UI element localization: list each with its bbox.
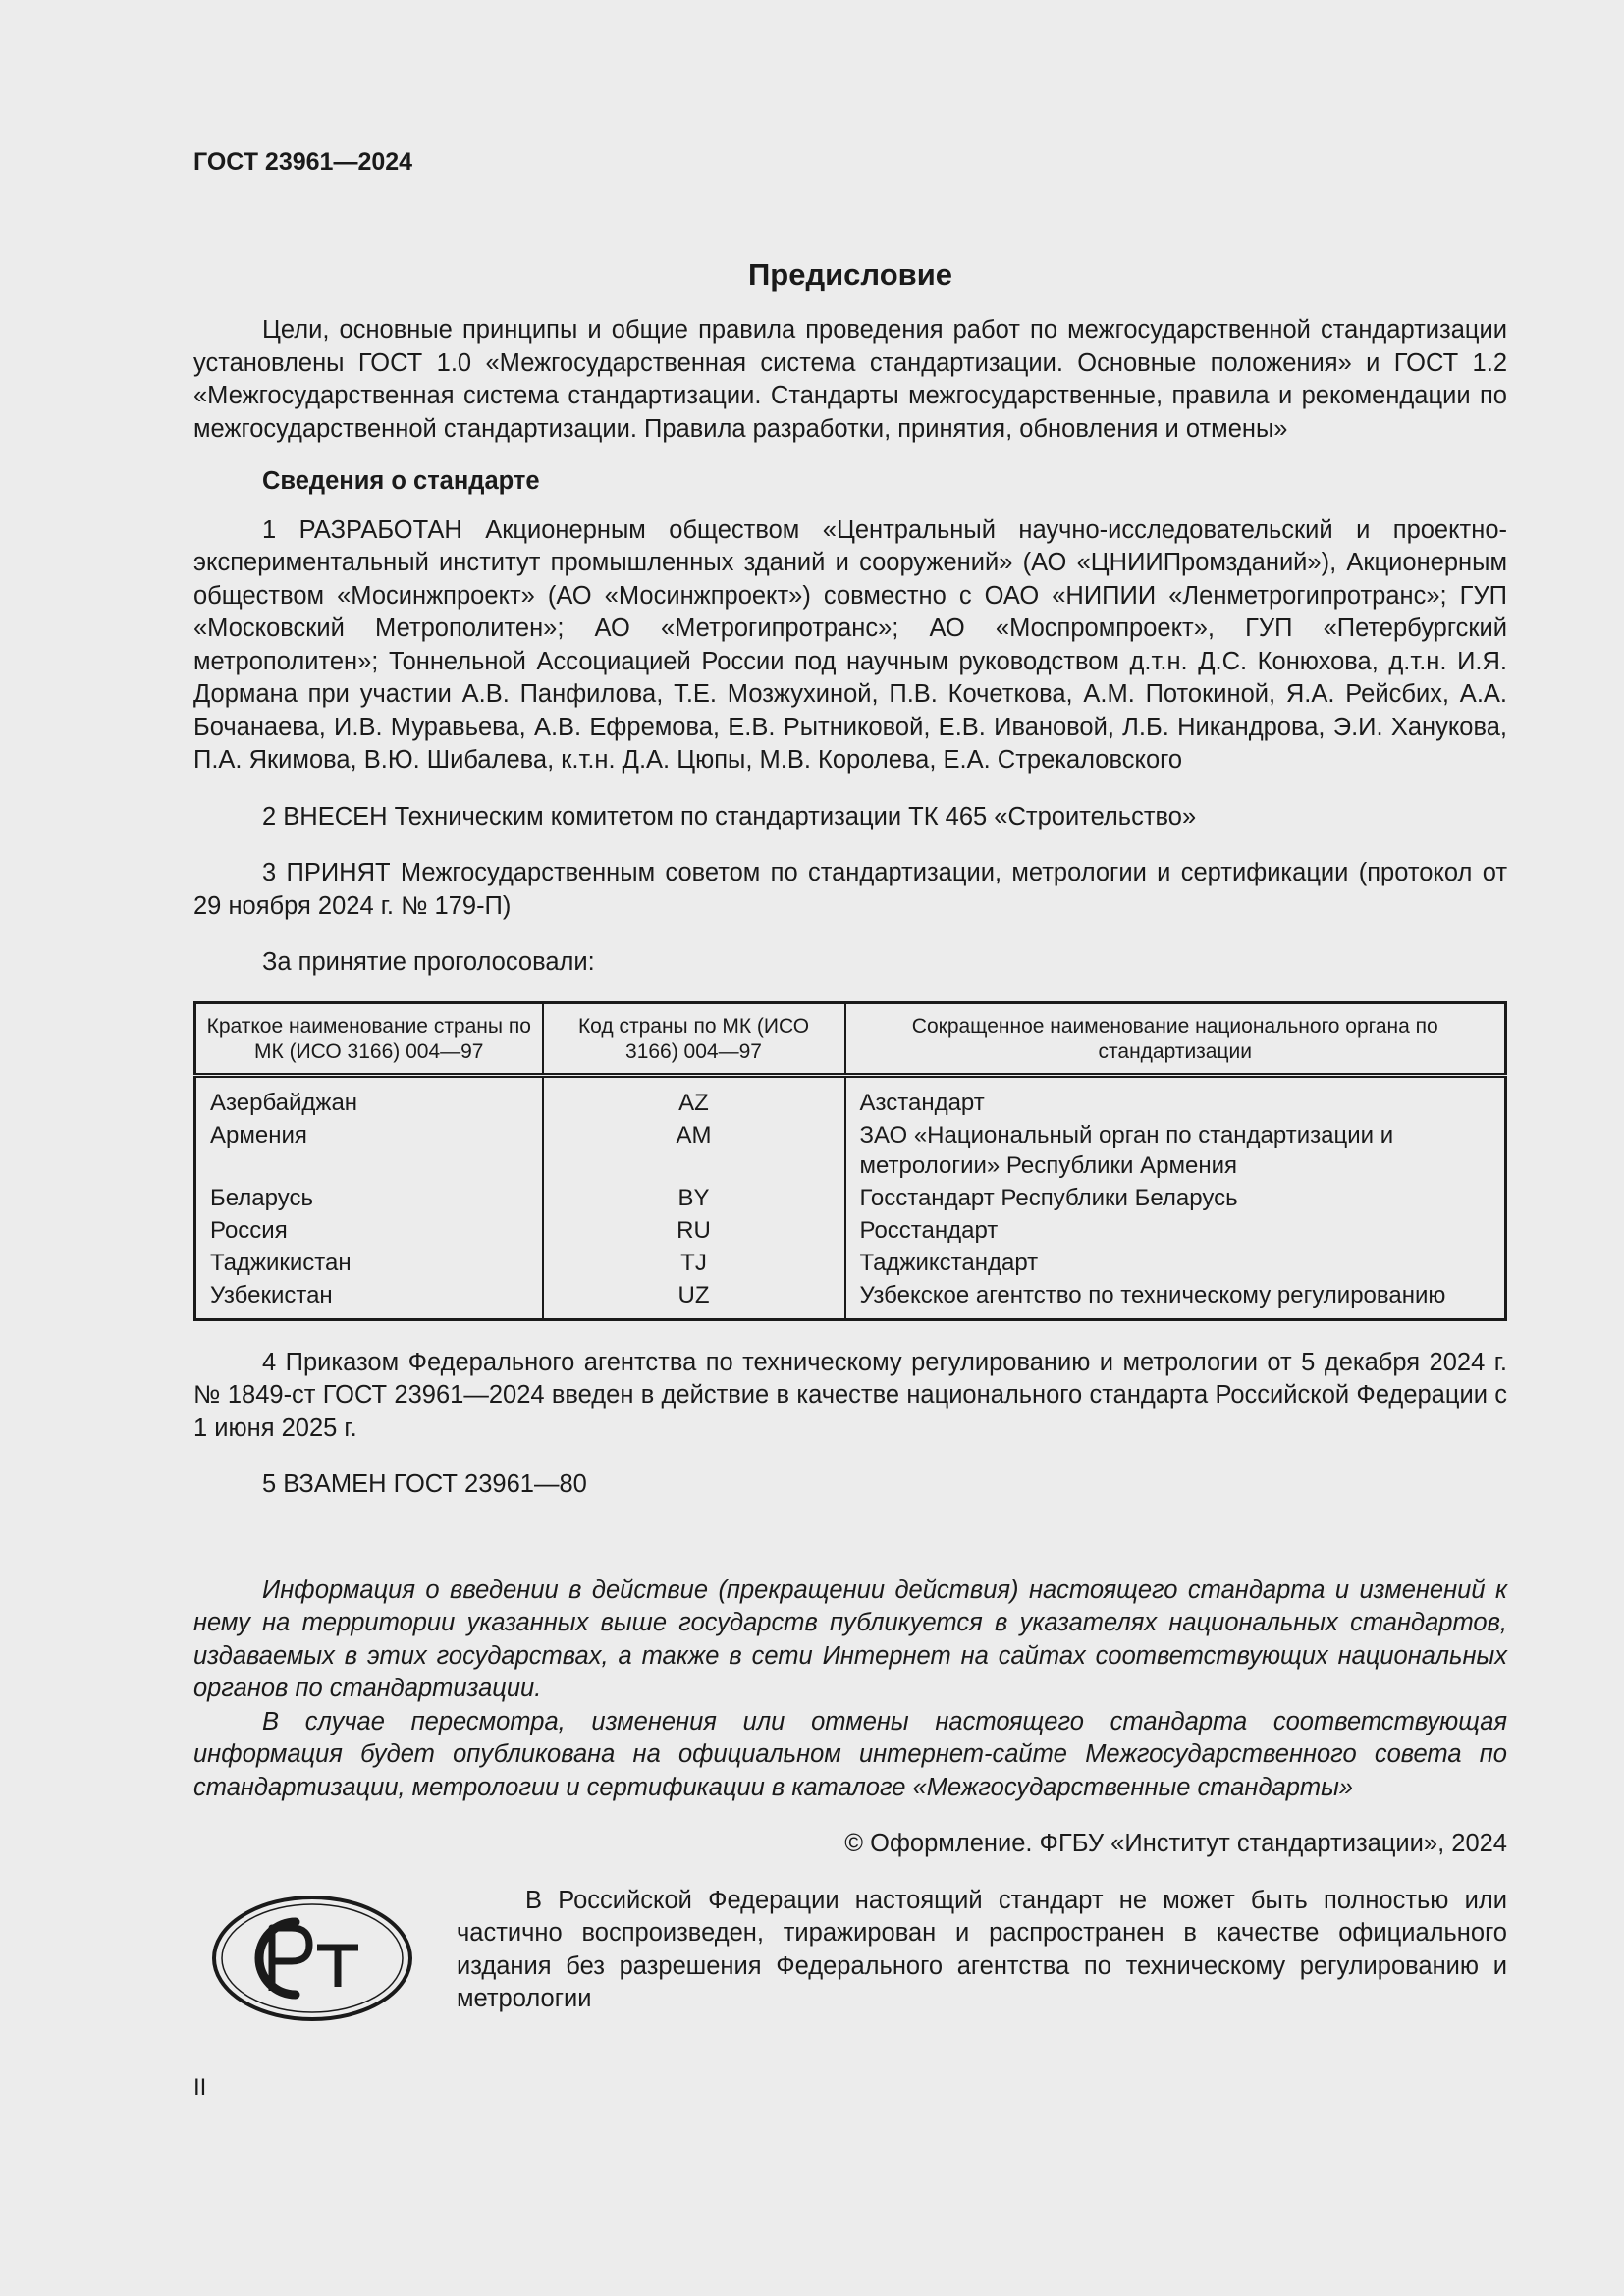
standard-info-heading: Сведения о стандарте (262, 467, 540, 495)
item-introduced: 2 ВНЕСЕН Техническим комитетом по стандартизации ТК 465 «Строительство» (262, 802, 1197, 830)
code-cell: AM (543, 1119, 845, 1182)
rights-text: В Российской Федерации настоящий стандарт не может быть полностью или частично воспроизведен, тиражирован и распространен в качестве официального издания без разрешения Федерального агентства по техническому регулированию и метрологии (457, 1886, 1507, 2012)
table-row (195, 1182, 1506, 1214)
item-adopted: 3 ПРИНЯТ Межгосударственным советом по стандартизации, метрологии и сертификации (протокол от 29 ноября 2024 г. № 179-П) (193, 859, 1507, 920)
intro-paragraph: Цели, основные принципы и общие правила проведения работ по межгосударственной стандартизации установлены ГОСТ 1.0 «Межгосударственная система стандартизации. Основные положения» и ГОСТ 1.2 «Межгосударственная система стандартизации. Стандарты межгосударственные, правила и рекомендации по межгосударственной стандартизации. Правила разработки, принятия, обновления и отмены» (193, 316, 1507, 443)
rights-notice (457, 1885, 1507, 2016)
body-cell: Узбекское агентство по техническому регулированию (859, 1281, 1446, 1308)
item-replaces: 5 ВЗАМЕН ГОСТ 23961—80 (262, 1470, 587, 1498)
code-cell: RU (543, 1214, 845, 1247)
country-cell: Узбекистан (195, 1279, 543, 1320)
voted-label: За принятие проголосовали: (262, 948, 595, 976)
table-header-country: Краткое наименование страны по МК (ИСО 3166) 004—97 (195, 1002, 543, 1075)
foreword-title: Предисловие (747, 257, 952, 292)
body-cell: Таджикстандарт (859, 1249, 1039, 1276)
page-content (193, 145, 1507, 2022)
page-number: II (193, 2074, 207, 2101)
country-cell: Беларусь (195, 1182, 543, 1214)
body-cell: ЗАО «Национальный орган по стандартизации и метрологии» Республики Армения (859, 1121, 1394, 1179)
body-cell: Росстандарт (859, 1216, 999, 1244)
item-order: 4 Приказом Федерального агентства по техническому регулированию и метрологии от 5 декабря 2024 г. № 1849-ст ГОСТ 23961—2024 введен в действие в качестве национального стандарта Российской Федерации с 1 июня 2025 г. (193, 1348, 1507, 1442)
body-cell: Азстандарт (859, 1089, 985, 1116)
publication-notice (193, 1575, 1507, 1805)
copyright-line: © Оформление. ФГБУ «Институт стандартизации», 2024 (844, 1830, 1507, 1857)
rst-logo-icon (211, 1893, 413, 2024)
voters-table (193, 1001, 1507, 1321)
country-cell: Россия (195, 1214, 543, 1247)
country-cell: Армения (195, 1119, 543, 1182)
table-header-code: Код страны по МК (ИСО 3166) 004—97 (543, 1002, 845, 1075)
document-code: ГОСТ 23961—2024 (193, 148, 413, 176)
code-cell: AZ (543, 1075, 845, 1119)
item-developed: 1 РАЗРАБОТАН Акционерным обществом «Центральный научно-исследовательский и проектно-экспериментальный институт промышленных зданий и сооружений» (АО «ЦНИИПромзданий»), Акционерным обществом «Мосинжпроект» (АО «Мосинжпроект») совместно с ОАО «НИПИИ «Ленметрогипротранс»; ГУП «Московский Метрополитен»; АО «Метрогипротранс»; АО «Моспромпроект», ГУП «Петербургский метрополитен»; Тоннельной Ассоциацией России под научным руководством д.т.н. Д.С. Конюхова, д.т.н. И.Я. Дормана при участии А.В. Панфилова, Т.Е. Мозжухиной, П.В. Кочеткова, А.М. Потокиной, Я.А. Рейсбих, А.А. Бочанаева, И.В. Муравьева, А.В. Ефремова, Е.В. Рытниковой, Е.В. Ивановой, Л.Б. Никандрова, Э.И. Ханукова, П.А. Якимова, В.Ю. Шибалева, к.т.н. Д.А. Цюпы, М.В. Королева, Е.А. Стрекаловского (193, 515, 1507, 774)
notice-paragraph-1: Информация о введении в действие (прекращении действия) настоящего стандарта и изменений к нему на территории указанных выше государств публикуется в указателях национальных стандартов, издаваемых в этих государствах, а также в сети Интернет на сайтах соответствующих национальных органов по стандартизации. (193, 1575, 1507, 1702)
table-row (195, 1214, 1506, 1247)
table-row (195, 1075, 1506, 1119)
country-cell: Таджикистан (195, 1247, 543, 1279)
code-cell: BY (543, 1182, 845, 1214)
code-cell: TJ (543, 1247, 845, 1279)
table-row (195, 1279, 1506, 1320)
code-cell: UZ (543, 1279, 845, 1320)
notice-paragraph-2: В случае пересмотра, изменения или отмены настоящего стандарта соответствующая информация будет опубликована на официальном интернет-сайте Межгосударственного совета по стандартизации, метрологии и сертификации в каталоге «Межгосударственные стандарты» (193, 1707, 1507, 1801)
country-cell: Азербайджан (195, 1075, 543, 1119)
table-row (195, 1119, 1506, 1182)
table-header-row (195, 1002, 1506, 1075)
table-header-body: Сокращенное наименование национального органа по стандартизации (845, 1002, 1506, 1075)
rights-section (193, 1885, 1507, 2022)
table-row (195, 1247, 1506, 1279)
body-cell: Госстандарт Республики Беларусь (859, 1184, 1238, 1211)
